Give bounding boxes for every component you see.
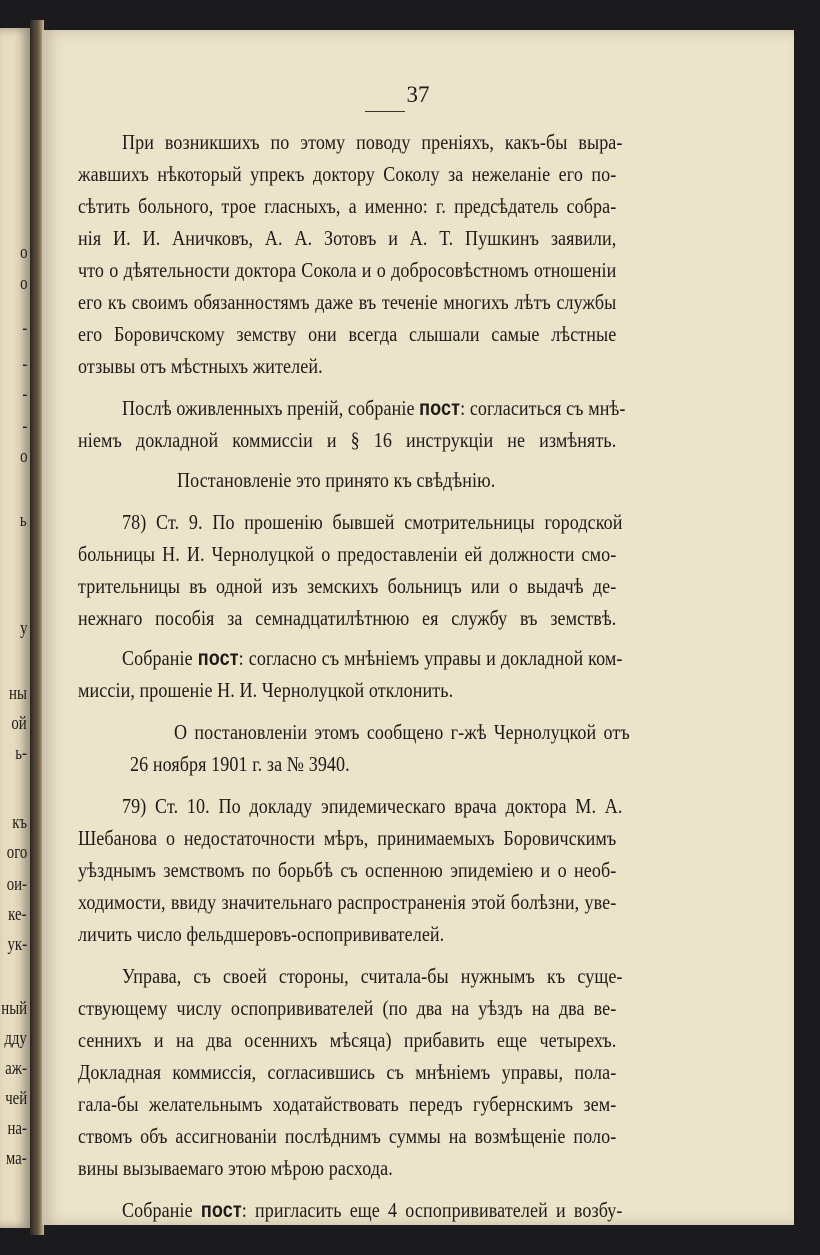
text-line: ходимости, ввиду значительнаго распространенія этой болѣзни, уве- xyxy=(78,890,617,914)
text-line: 26 ноября 1901 г. за № 3940. xyxy=(130,752,350,776)
left-fragment: о xyxy=(19,242,27,263)
text-line: больницы Н. И. Чернолуцкой о предоставленіи ей должности смо- xyxy=(78,542,617,566)
page-number-underline xyxy=(365,108,405,112)
text-line: нежнаго пособія за семнадцатилѣтнюю ея службу въ земствѣ. xyxy=(78,606,617,630)
left-fragment: ь- xyxy=(15,743,27,764)
text-line: трительницы въ одной изъ земскихъ больницъ или о выдачѣ де- xyxy=(78,574,617,598)
text-line: При возникшихъ по этому поводу преніяхъ, какъ-бы выра- xyxy=(122,130,623,154)
text-line: Управа, съ своей стороны, считала-бы нужнымъ къ суще- xyxy=(122,964,623,988)
text-line: уѣзднымъ земствомъ по борьбѣ съ оспенною эпидеміею и о необ- xyxy=(78,858,617,882)
left-fragment: о xyxy=(19,446,27,467)
text-line: ніемъ докладной коммиссіи и § 16 инструкціи не измѣнять. xyxy=(78,428,617,452)
text-line: нія И. И. Аничковъ, А. А. Зотовъ и А. Т. Пушкинъ заявили, xyxy=(78,226,617,250)
text-line: Докладная коммиссія, согласившись съ мнѣніемъ управы, пола- xyxy=(78,1060,617,1084)
text-run: Собраніе xyxy=(122,646,198,670)
left-fragment: ого xyxy=(6,842,27,863)
resolution-mark: пост xyxy=(200,1199,242,1222)
left-fragment: дду xyxy=(4,1028,27,1049)
page-number: 37 xyxy=(406,82,430,107)
text-line: 79) Ст. 10. По докладу эпидемическаго врача доктора М. А. xyxy=(122,794,623,818)
left-fragment: аж- xyxy=(5,1058,27,1079)
text-line xyxy=(122,396,626,420)
left-fragment: о xyxy=(19,273,27,294)
text-run: : согласиться съ мнѣ- xyxy=(460,396,626,420)
text-line: О постановленіи этомъ сообщено г-жѣ Чернолуцкой отъ xyxy=(174,720,630,744)
text-run: Собраніе xyxy=(122,1198,201,1222)
left-fragment: ой xyxy=(11,713,27,734)
book-page xyxy=(42,30,794,1225)
left-fragment: ои- xyxy=(6,874,27,895)
text-line: что о дѣятельности доктора Сокола и о добросовѣстномъ отношеніи xyxy=(78,258,617,282)
text-line: вины вызываемаго этою мѣрою расхода. xyxy=(78,1156,393,1180)
resolution-mark: пост xyxy=(419,397,461,420)
text-run: Послѣ оживленныхъ преній, собраніе xyxy=(122,396,420,420)
text-line: гала-бы желательнымъ ходатайствовать передъ губернскимъ зем- xyxy=(78,1092,617,1116)
facing-page-edge xyxy=(0,28,30,1228)
left-fragment: - xyxy=(22,318,27,339)
left-fragment: у xyxy=(19,618,27,639)
text-line: отзывы отъ мѣстныхъ жителей. xyxy=(78,354,323,378)
left-fragment: - xyxy=(22,384,27,405)
left-fragment: ный xyxy=(1,998,27,1019)
text-line xyxy=(122,1200,623,1221)
text-line: его къ своимъ обязанностямъ даже въ теченіе многихъ лѣтъ службы xyxy=(78,290,617,314)
left-fragment: ь xyxy=(20,510,27,531)
left-fragment: - xyxy=(22,416,27,437)
text-line: его Боровичскому земству они всегда слышали самые лѣстные xyxy=(78,322,617,346)
text-line: Шебанова о недостаточности мѣръ, принимаемыхъ Боровичскимъ xyxy=(78,826,617,850)
text-line: жавшихъ нѣкоторый упрекъ доктору Соколу за нежеланіе его по- xyxy=(78,162,617,186)
left-fragment: къ xyxy=(12,812,27,833)
left-fragment: - xyxy=(22,354,27,375)
text-line: 78) Ст. 9. По прошенію бывшей смотрительницы городской xyxy=(122,510,623,534)
text-run: : согласно съ мнѣніемъ управы и докладной ком- xyxy=(238,646,623,670)
left-fragment: ны xyxy=(9,683,27,704)
text-line: сѣтить больного, трое гласныхъ, а именно: г. предсѣдатель собра- xyxy=(78,194,617,218)
text-line: личить число фельдшеровъ-оспопрививателей. xyxy=(78,922,445,946)
text-line: Постановленіе это принято къ свѣдѣнію. xyxy=(177,468,496,492)
left-fragment: чей xyxy=(5,1088,27,1109)
text-line: ствомъ объ ассигнованіи послѣднимъ суммы на возмѣщеніе поло- xyxy=(78,1124,617,1148)
left-fragment: ма- xyxy=(6,1148,27,1169)
text-line: миссіи, прошеніе Н. И. Чернолуцкой отклонить. xyxy=(78,678,454,702)
text-line xyxy=(122,648,623,669)
resolution-mark: пост xyxy=(197,647,239,670)
text-run: : пригласить еще 4 оспопрививателей и возбу- xyxy=(241,1198,623,1222)
left-fragment: ке- xyxy=(8,904,27,925)
text-line: сеннихъ и на два осеннихъ мѣсяца) прибавить еще четырехъ. xyxy=(78,1028,617,1052)
text-line: ствующему числу оспопрививателей (по два на уѣздъ на два ве- xyxy=(78,996,617,1020)
left-fragment: ук- xyxy=(7,934,27,955)
left-fragment: на- xyxy=(7,1118,27,1139)
